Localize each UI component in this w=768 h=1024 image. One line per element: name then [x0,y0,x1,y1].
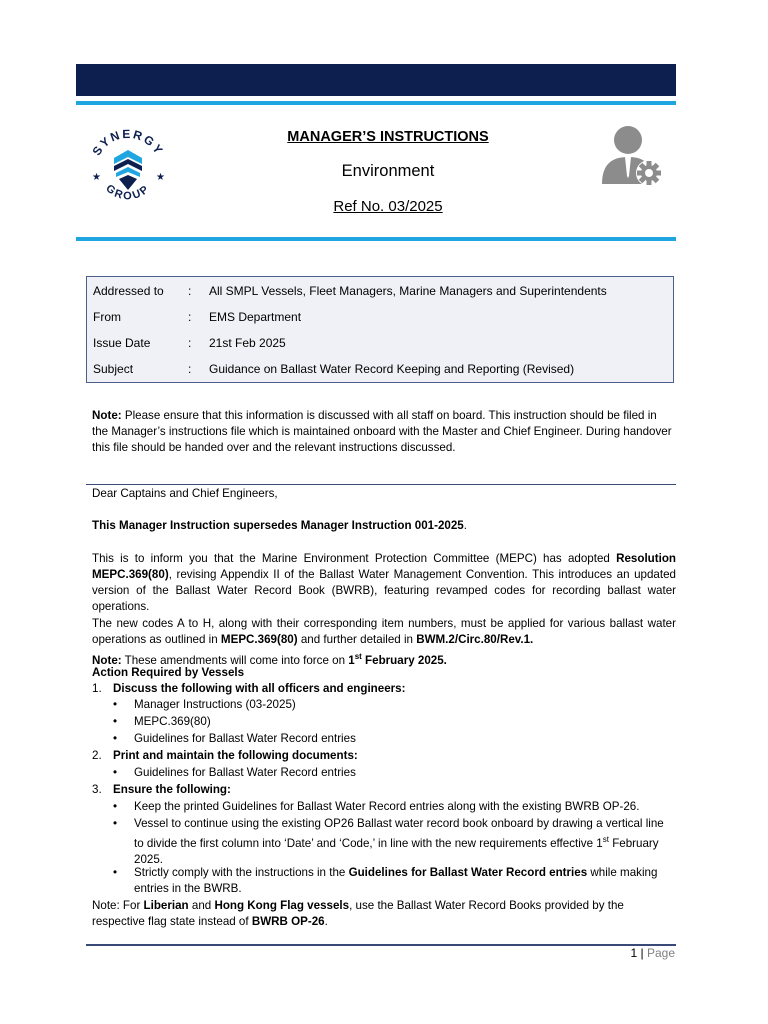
list-item: • MEPC.369(80) [113,714,676,730]
bullet-text [134,816,676,868]
final-hongkong: Hong Kong Flag vessels [214,899,350,912]
note-paragraph [92,408,676,456]
from-value: EMS Department [209,310,302,324]
subject-row [87,359,673,379]
final-g: . [324,915,328,928]
final-liberian: Liberian [143,899,189,912]
footer-rule [86,944,676,946]
bullet-text [134,865,676,897]
page-footer [630,946,675,960]
item-number: 3. [92,783,102,796]
note2-date-sup: st [354,652,362,661]
supersedes-line [92,518,676,534]
item-number: 2. [92,749,102,762]
flag-state-note [92,898,676,930]
colon: : [188,284,192,298]
list-item: • Vessel to continue using the existing OP26 Ballast water record book onboard by drawing a vertical line to divide the first column into ‘Date’ and ‘Code,’ in line with the new requirements effective 1st February 2025. [113,816,676,868]
item-text: Ensure the following: [113,783,231,796]
action-heading: Action Required by Vessels [92,666,245,679]
colon: : [188,336,192,350]
p2-mepc: MEPC.369(80) [220,633,298,646]
note-divider [86,484,676,485]
manager-gear-icon [598,124,670,190]
p1-resolution: Resolution MEPC.369(80) [92,552,676,581]
subject-label: Subject [93,362,134,376]
list-item: • Guidelines for Ballast Water Record entries [113,731,676,747]
issue-date-row [87,333,673,353]
bullet-bold: Guidelines for Ballast Water Record entries [348,866,588,879]
addressed-row [87,281,673,301]
item-number: 1. [92,682,102,695]
addressed-label: Addressed to [93,284,164,298]
from-label: From [93,310,121,324]
note-label: Note: [92,409,122,422]
note2-date-rest: February 2025. [361,653,447,667]
final-bwrb: BWRB OP-26 [251,915,325,928]
p2-circ: BWM.2/Circ.80/Rev.1. [416,633,534,646]
p2-text-a: The new codes A to H, along with their corresponding item numbers, must be applied for various ballast water operations as outlined in [92,617,676,646]
list-item: • Guidelines for Ballast Water Record entries [113,765,676,781]
bullet-text-a: Strictly comply with the instructions in the [134,866,349,879]
addressed-value: All SMPL Vessels, Fleet Managers, Marine Managers and Superintendents [209,284,607,298]
from-row [87,307,673,327]
document-subtitle: Environment [341,162,435,180]
supersedes-text: This Manager Instruction supersedes Manager Instruction 001-2025 [92,519,464,532]
note2-date-day: 1 [348,653,355,667]
list-item: • Manager Instructions (03-2025) [113,697,676,713]
bullet-text: MEPC.369(80) [134,715,211,728]
list-item: • Strictly comply with the instructions in the Guidelines for Ballast Water Record entries while making entries in the BWRB. [113,865,676,897]
list-item: • Keep the printed Guidelines for Ballast Water Record entries along with the existing BWRB OP-26. [113,799,676,815]
issue-date-value: 21st Feb 2025 [209,336,286,350]
bullet-text: Guidelines for Ballast Water Record entries [134,766,356,779]
note2-label: Note: [92,653,122,667]
final-a: Note: For [92,899,144,912]
ship-icon [114,150,142,190]
page-number: 1 [630,946,638,960]
header-top-rule [76,101,676,105]
bullet-text-c: while making entries in the BWRB. [134,866,658,895]
item-text: Discuss the following with all officers and engineers: [113,682,406,695]
p2-text-c: and further detailed in [297,633,417,646]
issue-date-label: Issue Date [93,336,151,350]
header-bottom-rule [76,237,676,241]
note2-text: These amendments will come into force on [121,653,349,667]
paragraph-mepc [92,551,676,615]
document-title: MANAGER’S INSTRUCTIONS [287,129,489,145]
bullet-text-b: February 2025. [134,836,659,866]
paragraph-codes [92,616,676,648]
final-e: , use the Ballast Water Record Books provided by the respective flag state instead of [92,899,624,928]
bullet-text-a: Vessel to continue using the existing OP26 Ballast water record book onboard by drawing a vertical line to divide the first column into ‘Date’ and ‘Code,’ in line with the new requirements effective 1 [134,817,664,850]
colon: : [188,362,192,376]
svg-text:★: ★ [156,172,165,183]
p1-text-c: , revising Appendix II of the Ballast Water Management Convention. This introduces an updated version of the Ballast Water Record Book (BWRB), featuring revamped codes for recording ballast water operations. [92,568,676,613]
page-separator: | [637,946,647,960]
final-c: and [188,899,215,912]
subject-value: Guidance on Ballast Water Record Keeping and Reporting (Revised) [209,362,575,376]
bullet-sup: st [602,835,609,844]
bullet-text: Guidelines for Ballast Water Record entries [134,732,356,745]
logo-top-text: SYNERGY [89,126,167,159]
supersedes-end: . [463,519,467,532]
p1-text-a: This is to inform you that the Marine Environment Protection Committee (MEPC) has adopted [92,552,617,565]
synergy-group-logo [82,124,174,216]
item-text: Print and maintain the following documents: [113,749,358,762]
page-label: Page [646,946,675,960]
bullet-text: Manager Instructions (03-2025) [134,698,296,711]
greeting: Dear Captains and Chief Engineers, [92,487,278,500]
bullet-text: Keep the printed Guidelines for Ballast Water Record entries along with the existing BWRB OP-26. [134,800,640,813]
colon: : [188,310,192,324]
svg-text:★: ★ [92,172,101,183]
reference-number: Ref No. 03/2025 [333,198,443,215]
header-navy-bar [76,64,676,96]
note-text: Please ensure that this information is discussed with all staff on board. This instruction should be filed in the Manager’s instructions file which is maintained onboard with the Master and Chief Engineer. During handover this file should be handed over and the relevant instructions discussed. [92,409,672,454]
address-info-box [86,276,674,383]
logo-bottom-text: GROUP [103,182,153,203]
